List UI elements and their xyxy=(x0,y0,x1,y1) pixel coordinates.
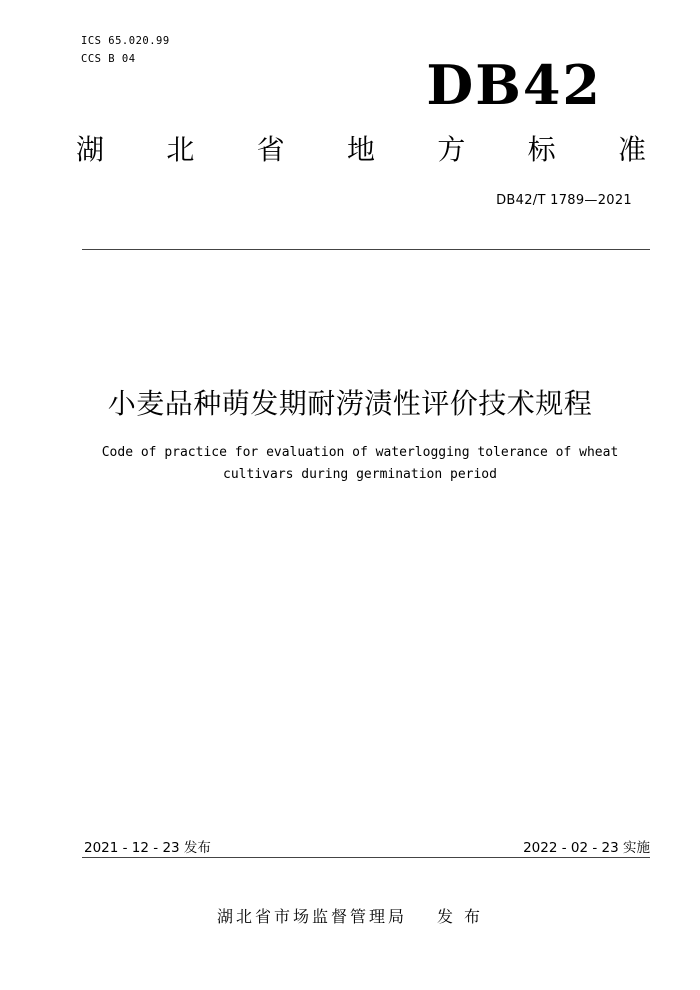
title-char: 北 xyxy=(166,133,195,166)
title-char: 省 xyxy=(256,133,285,166)
issue-date: 2021 - 12 - 23 发布 xyxy=(84,840,211,856)
document-title-english xyxy=(60,442,660,486)
ics-code: ICS 65.020.99 xyxy=(81,35,170,47)
bottom-divider xyxy=(82,857,650,858)
document-title-chinese: 小麦品种萌发期耐涝渍性评价技术规程 xyxy=(107,387,593,420)
title-char: 方 xyxy=(437,133,466,166)
publisher-name: 湖北省市场监督管理局 xyxy=(216,907,407,926)
publisher-line xyxy=(0,904,700,927)
publish-label: 发 布 xyxy=(436,907,484,926)
implementation-date: 2022 - 02 - 23 实施 xyxy=(523,840,650,856)
english-title-line: Code of practice for evaluation of waterlogging tolerance of wheat xyxy=(101,445,619,460)
standard-number: DB42/T 1789—2021 xyxy=(496,193,632,208)
title-char: 标 xyxy=(527,133,556,166)
title-char: 湖 xyxy=(76,133,105,166)
title-char: 地 xyxy=(346,133,375,166)
top-divider xyxy=(82,249,650,250)
title-char: 准 xyxy=(617,133,646,166)
ccs-code: CCS B 04 xyxy=(81,53,136,65)
standard-logo: DB42 xyxy=(426,53,602,117)
standard-category-title xyxy=(76,133,646,166)
english-title-line: cultivars during germination period xyxy=(223,467,497,482)
